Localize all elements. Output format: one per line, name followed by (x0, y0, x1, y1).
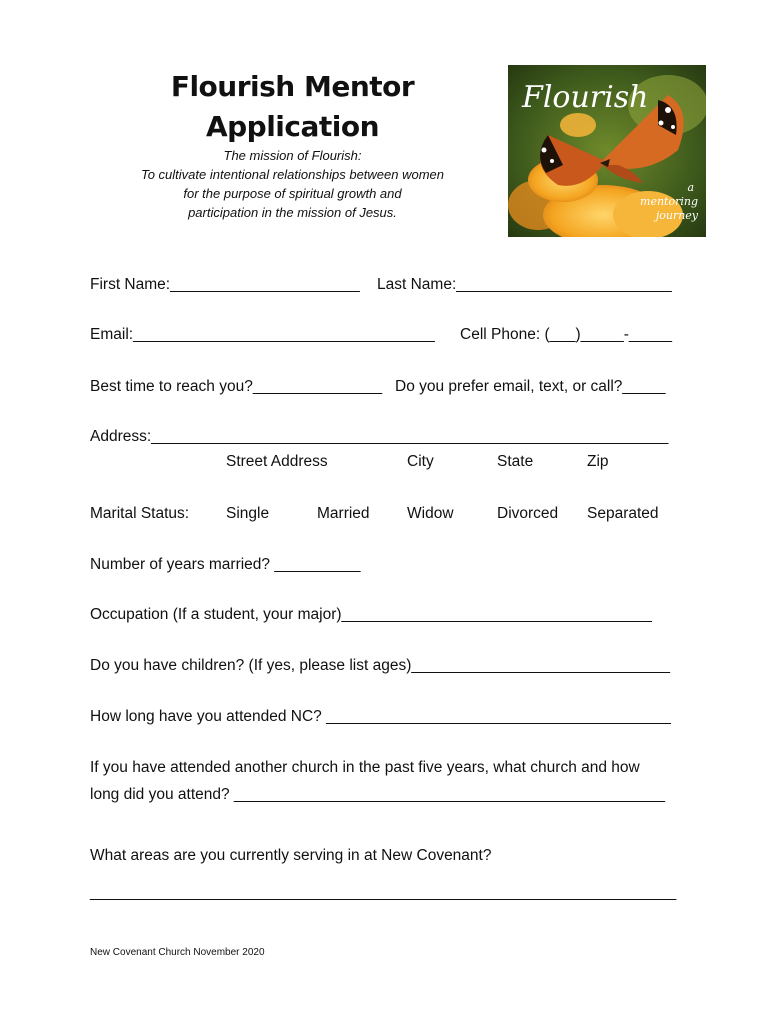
contact-preference-field[interactable]: Do you prefer email, text, or call?_____ (395, 378, 666, 395)
attended-nc-field[interactable]: How long have you attended NC? ________________________________________ (90, 708, 671, 725)
mission-line: To cultivate intentional relationships between women (140, 167, 445, 182)
page-footer: New Covenant Church November 2020 (90, 947, 265, 958)
occupation-field[interactable]: Occupation (If a student, your major)____________________________________ (90, 606, 652, 623)
logo-tagline: a (687, 181, 694, 194)
address-zip-label: Zip (587, 453, 609, 470)
logo-tagline: mentoring (640, 195, 698, 208)
serving-question: What areas are you currently serving in at New Covenant? (90, 847, 492, 864)
serving-answer-field[interactable]: ____________________________________________________________________ (90, 884, 677, 901)
address-street-label: Street Address (226, 453, 328, 470)
first-name-field[interactable]: First Name:______________________ (90, 276, 360, 293)
marital-option-widow[interactable]: Widow (407, 505, 454, 522)
flourish-logo-image (508, 65, 706, 237)
mission-line: participation in the mission of Jesus. (188, 205, 397, 220)
best-time-field[interactable]: Best time to reach you?_______________ (90, 378, 383, 395)
form-title-line2: Application (205, 110, 380, 143)
form-title-line1: Flourish Mentor (170, 70, 415, 103)
marital-option-divorced[interactable]: Divorced (497, 505, 559, 522)
children-field[interactable]: Do you have children? (If yes, please list ages)______________________________ (90, 657, 670, 674)
mission-line: for the purpose of spiritual growth and (183, 186, 402, 201)
years-married-field[interactable]: Number of years married? __________ (90, 556, 361, 573)
address-field[interactable]: Address:____________________________________________________________ (90, 428, 669, 445)
logo-wordmark: Flourish (522, 80, 649, 115)
marital-status-label: Marital Status: (90, 505, 190, 522)
address-city-label: City (407, 453, 434, 470)
marital-option-separated[interactable]: Separated (587, 505, 659, 522)
marital-option-single[interactable]: Single (226, 505, 270, 522)
other-church-question: If you have attended another church in the past five years, what church and how (90, 759, 640, 776)
logo-tagline: journey (655, 209, 698, 222)
address-state-label: State (497, 453, 534, 470)
cell-phone-field[interactable]: Cell Phone: (___)_____-_____ (460, 326, 672, 343)
email-field[interactable]: Email:___________________________________ (90, 326, 435, 343)
other-church-field[interactable]: long did you attend? __________________________________________________ (90, 786, 665, 803)
mission-heading: The mission of Flourish: (223, 148, 362, 163)
marital-option-married[interactable]: Married (317, 505, 370, 522)
last-name-field[interactable]: Last Name:_________________________ (377, 276, 672, 293)
